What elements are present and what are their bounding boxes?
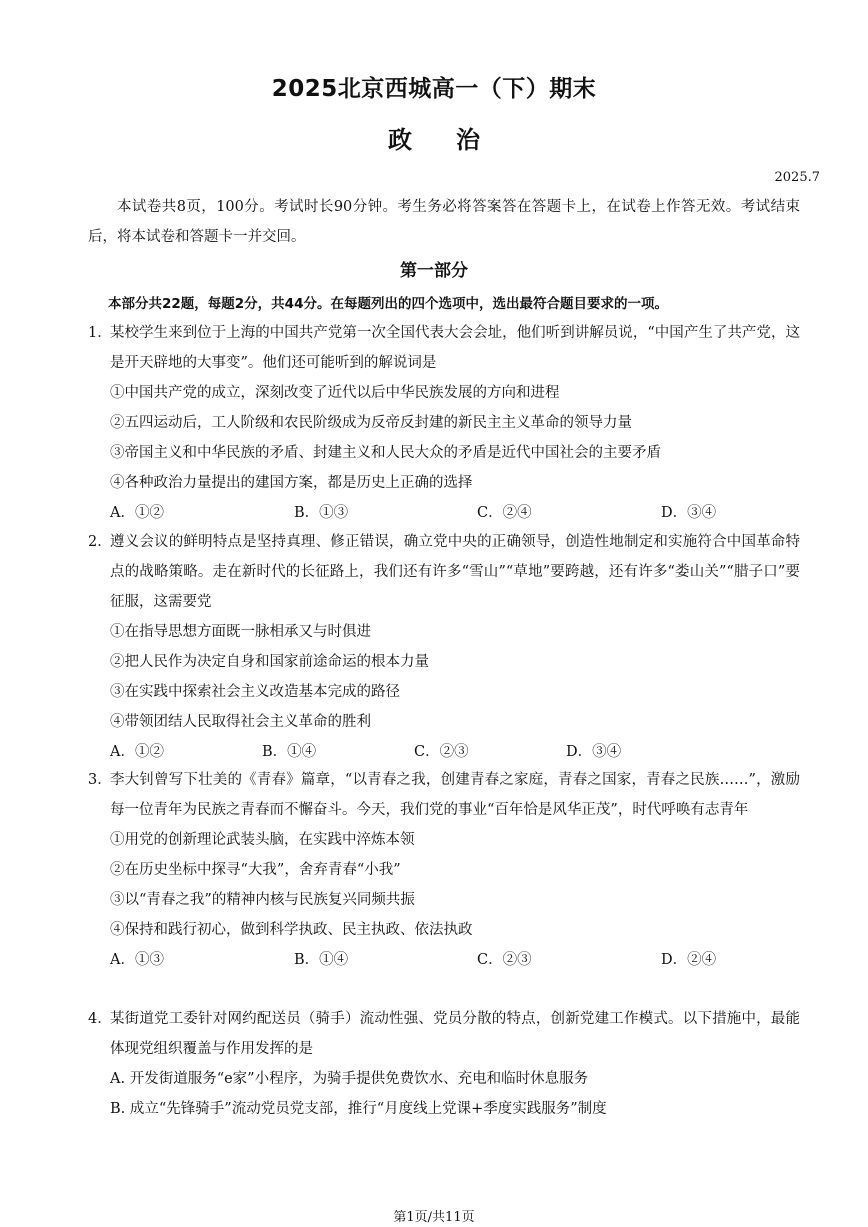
option-a: A. 开发街道服务“e家”小程序，为骑手提供免费饮水、充电和临时休息服务 [110, 1071, 589, 1087]
part-title: 第一部分 [400, 261, 468, 281]
part-instruction: 本部分共22题，每题2分，共44分。在每题列出的四个选项中，选出最符合题目要求的一项。 [108, 296, 668, 312]
statement-2: ②把人民作为决定自身和国家前途命运的根本力量 [110, 654, 429, 670]
page-footer: 第1页/共11页 [393, 1210, 475, 1225]
question-number: 3． [88, 772, 112, 788]
question-number: 2． [88, 534, 112, 550]
question-stem [88, 1004, 800, 1064]
choice-a: A．①② [110, 505, 164, 521]
question-number: 4． [88, 1011, 112, 1027]
choices-row [88, 737, 800, 767]
question-stem [88, 527, 800, 617]
choice-b: B．①④ [294, 952, 349, 968]
question-number: 1． [88, 325, 112, 341]
choice-a: A．①③ [110, 952, 164, 968]
question-3 [88, 765, 800, 975]
statement-1: ①在指导思想方面既一脉相承又与时俱进 [110, 624, 371, 640]
choice-d: D．②④ [661, 952, 717, 968]
exam-date: 2025.7 [774, 170, 820, 185]
question-1 [88, 318, 800, 528]
question-text: 遵义会议的鲜明特点是坚持真理、修正错误，确立党中央的正确领导，创造性地制定和实施符合中国革命特点的战略策略。走在新时代的长征路上，我们还有许多“雪山”“草地”要跨越，还有许多“娄山关”“腊子口”要征服，这需要党 [110, 534, 800, 610]
question-text: 某校学生来到位于上海的中国共产党第一次全国代表大会会址，他们听到讲解员说，“中国产生了共产党，这是开天辟地的大事变”。他们还可能听到的解说词是 [110, 325, 800, 371]
statement-3: ③帝国主义和中华民族的矛盾、封建主义和人民大众的矛盾是近代中国社会的主要矛盾 [110, 445, 661, 461]
subject-title: 政治 [388, 126, 524, 154]
statement-2: ②五四运动后，工人阶级和农民阶级成为反帝反封建的新民主主义革命的领导力量 [110, 415, 632, 431]
choices-row [88, 498, 800, 528]
question-text: 某街道党工委针对网约配送员（骑手）流动性强、党员分散的特点，创新党建工作模式。以下措施中，最能体现党组织覆盖与作用发挥的是 [110, 1011, 800, 1057]
statement-1: ①中国共产党的成立，深刻改变了近代以后中华民族发展的方向和进程 [110, 385, 560, 401]
option-b: B. 成立“先锋骑手”流动党员党支部，推行“月度线上党课+季度实践服务”制度 [110, 1101, 607, 1117]
statement-1: ①用党的创新理论武装头脑，在实践中淬炼本领 [110, 832, 415, 848]
exam-title: 2025北京西城高一（下）期末 [271, 76, 597, 102]
intro-paragraph: 本试卷共8页，100分。考试时长90分钟。考生务必将答案答在答题卡上，在试卷上作答无效。考试结束后，将本试卷和答题卡一并交回。 [88, 199, 800, 245]
statement-4: ④保持和践行初心，做到科学执政、民主执政、依法执政 [110, 922, 473, 938]
statement-2: ②在历史坐标中探寻“大我”，舍弃青春“小我” [110, 862, 401, 878]
statement-3: ③以“青春之我”的精神内核与民族复兴同频共振 [110, 892, 415, 908]
choice-b: B．①④ [262, 744, 317, 760]
question-stem [88, 318, 800, 378]
choice-c: C．②③ [477, 952, 532, 968]
choice-d: D．③④ [566, 744, 622, 760]
choice-a: A．①② [110, 744, 164, 760]
choice-c: C．②③ [414, 744, 469, 760]
choice-c: C．②④ [477, 505, 532, 521]
question-2 [88, 527, 800, 767]
choice-d: D．③④ [661, 505, 717, 521]
choices-row [88, 945, 800, 975]
question-text: 李大钊曾写下壮美的《青春》篇章，“以青春之我，创建青春之家庭，青春之国家，青春之民族……”，激励每一位青年为民族之青春而不懈奋斗。今天，我们党的事业“百年恰是风华正茂”，时代呼唤有志青年 [110, 772, 800, 818]
statement-4: ④各种政治力量提出的建国方案，都是历史上正确的选择 [110, 475, 473, 491]
statement-3: ③在实践中探索社会主义改造基本完成的路径 [110, 684, 400, 700]
statement-4: ④带领团结人民取得社会主义革命的胜利 [110, 714, 371, 730]
choice-b: B．①③ [294, 505, 349, 521]
question-stem [88, 765, 800, 825]
question-4 [88, 1004, 800, 1124]
